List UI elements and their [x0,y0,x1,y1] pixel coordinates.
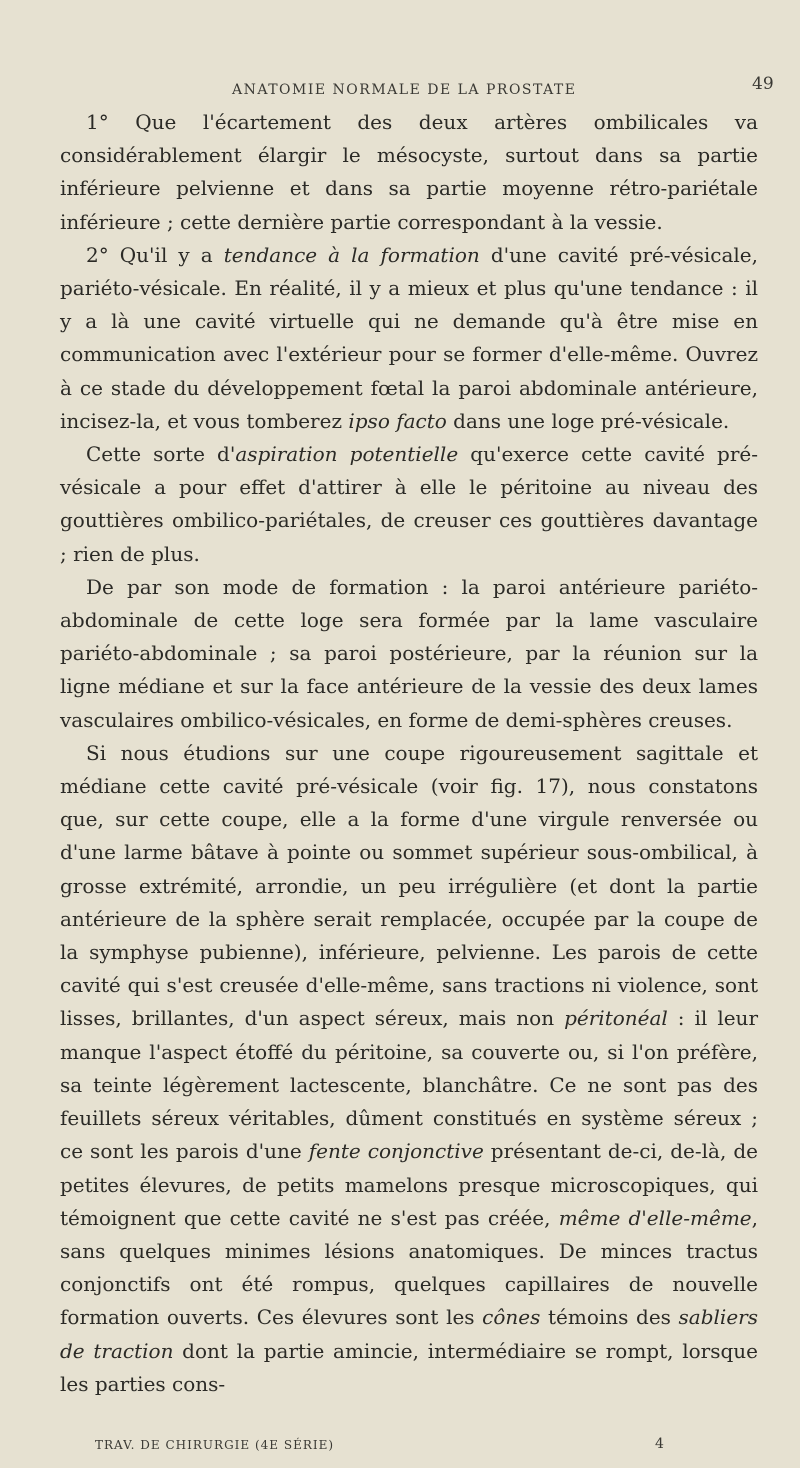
body-text [60,106,758,1401]
paragraph-5-text-a: Si nous étudions sur une coupe rigoureusement sagittale et médiane cette cavité pré-vésicale (voir fig. 17), nous constatons que, sur cette coupe, elle a la forme d'une virgule renversée ou d'une larme bâtave à pointe ou sommet supérieur sous-ombilical, à grosse extrémité, arrondie, un peu irrégulière (et dont la partie antérieure de la sphère serait remplacée, occupée par la coupe de la symphyse pubienne), inférieure, pelvienne. Les parois de cette cavité qui s'est creusée d'elle-même, sans tractions ni violence, sont lisses, brillantes, d'un aspect séreux, mais non [60,740,758,1031]
paragraph-2-text-a: 2° Qu'il y a [86,242,224,267]
footer-text: TRAV. DE CHIRURGIE (4E SÉRIE) [95,1438,335,1452]
paragraph-2-text-b: d'une cavité pré-vésicale, pariéto-vésicale. En réalité, il y a mieux et plus qu'une tendance : il y a là une cavité virtuelle qui ne demande qu'à être mise en communication avec l'extérieur pour se former d'elle-même. Ouvrez à ce stade du développement fœtal la paroi abdominale antérieure, incisez-la, et vous tomberez [60,242,758,433]
paragraph-5-italic-e: sabliers de traction [60,1305,758,1363]
paragraph-4: De par son mode de formation : la paroi antérieure pariéto-abdominale de cette loge sera formée par la lame vasculaire pariéto-abdominale ; sa paroi postérieure, par la réunion sur la ligne médiane et sur la face antérieure de la vessie des deux lames vasculaires ombilico-vésicales, en forme de demi-sphères creuses. [60,574,758,732]
paragraph-5-text-b: : il leur manque l'aspect étoffé du péritoine, sa couverte ou, si l'on préfère, sa teinte légèrement lactescente, blanchâtre. Ce ne sont pas des feuillets séreux véritables, dûment constitués en système séreux ; ce sont les parois d'une [60,1006,759,1164]
paragraph-5 [60,737,758,1401]
paragraph-3 [60,438,758,571]
paragraph-5-text-e: témoins des [540,1305,679,1330]
paragraph-1: 1° Que l'écartement des deux artères ombilicales va considérablement élargir le mésocyste, surtout dans sa partie inférieure pelvienne et dans sa partie moyenne rétro-pariétale inférieure ; cette dernière partie correspondant à la vessie. [60,110,758,234]
paragraph-2-text-c: dans une loge pré-vésicale. [446,408,730,433]
paragraph-3-italic-a: aspiration potentielle [235,442,459,467]
paragraph-5-text-c: présentant de-ci, de-là, de petites élevures, de petits mamelons presque microscopiques, qui témoignent que cette cavité ne s'est pas créée, [60,1139,758,1230]
paragraph-5-text-f: dont la partie amincie, intermédiaire se rompt, lorsque les parties cons- [60,1338,758,1396]
page-number: 49 [752,74,774,94]
paragraph-5-italic-d: cônes [482,1305,541,1330]
paragraph-3-text-b: qu'exerce cette cavité pré-vésicale a pour effet d'attirer à elle le péritoine au niveau des gouttières ombilico-pariétales, de creuser ces gouttières davantage ; rien de plus. [60,442,758,566]
paragraph-5-italic-a: péritonéal [564,1006,668,1031]
signature-mark: 4 [655,1436,665,1452]
paragraph-3-text-a: Cette sorte d' [86,442,236,467]
paragraph-5-text-d: , sans quelques minimes lésions anatomiques. De minces tractus conjonctifs ont été rompus, quelques capillaires de nouvelle formation ouverts. Ces élevures sont les [60,1205,758,1330]
paragraph-2 [60,239,758,438]
paragraph-2-italic-a: tendance à la formation [223,242,480,267]
paragraph-2-italic-b: ipso facto [348,408,447,433]
page-footer [95,1438,745,1452]
running-head: ANATOMIE NORMALE DE LA PROSTATE [232,82,577,98]
paragraph-5-italic-c: même d'elle-même [558,1205,752,1230]
paragraph-5-italic-b: fente conjonctive [308,1139,484,1164]
